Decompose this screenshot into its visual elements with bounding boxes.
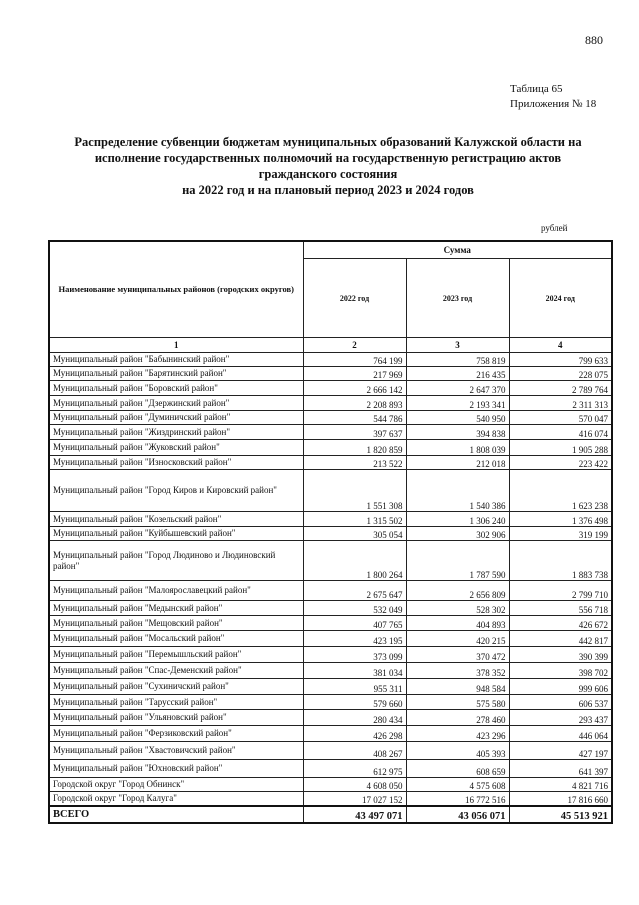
row-value-2023: 405 393	[406, 742, 509, 760]
row-value-2022: 2 666 142	[303, 381, 406, 396]
table-reference	[510, 82, 596, 112]
title-line: гражданского состояния	[258, 167, 398, 181]
table-row	[49, 381, 612, 396]
row-name: Муниципальный район "Хвастовичский район"	[49, 742, 303, 760]
table-row	[49, 411, 612, 425]
column-header-2024: 2024 год	[509, 259, 612, 338]
row-value-2024: 398 702	[509, 663, 612, 679]
table-row	[49, 760, 612, 778]
table-row	[49, 581, 612, 601]
table-label: Таблица 65	[510, 83, 563, 95]
column-number: 1	[49, 338, 303, 353]
total-value-2023: 43 056 071	[406, 806, 509, 823]
row-name: Муниципальный район "Ульяновский район"	[49, 710, 303, 726]
total-label: ВСЕГО	[49, 806, 303, 823]
row-value-2022: 397 637	[303, 425, 406, 440]
row-name: Муниципальный район "Мосальский район"	[49, 631, 303, 647]
row-value-2023: 423 296	[406, 726, 509, 742]
row-name: Муниципальный район "Бабынинский район"	[49, 353, 303, 367]
row-value-2024: 641 397	[509, 760, 612, 778]
row-value-2024: 427 197	[509, 742, 612, 760]
table-row	[49, 425, 612, 440]
row-value-2022: 373 099	[303, 647, 406, 663]
row-value-2022: 381 034	[303, 663, 406, 679]
table-row	[49, 353, 612, 367]
row-name: Городской округ "Город Обнинск"	[49, 778, 303, 792]
row-name: Муниципальный район "Износковский район"	[49, 456, 303, 470]
row-value-2023: 758 819	[406, 353, 509, 367]
row-value-2022: 2 675 647	[303, 581, 406, 601]
row-value-2022: 1 800 264	[303, 541, 406, 581]
row-value-2023: 1 540 386	[406, 470, 509, 512]
row-value-2023: 302 906	[406, 527, 509, 541]
row-name: Муниципальный район "Думиничский район"	[49, 411, 303, 425]
row-value-2023: 2 656 809	[406, 581, 509, 601]
table-body	[49, 353, 612, 823]
row-value-2024: 446 064	[509, 726, 612, 742]
row-name: Муниципальный район "Медынский район"	[49, 601, 303, 616]
units-label: рублей	[541, 223, 568, 233]
row-value-2024: 442 817	[509, 631, 612, 647]
row-value-2024: 1 905 288	[509, 440, 612, 456]
total-row	[49, 806, 612, 823]
row-value-2022: 544 786	[303, 411, 406, 425]
table-row	[49, 778, 612, 792]
row-name: Муниципальный район "Перемышльский район"	[49, 647, 303, 663]
row-value-2024: 17 816 660	[509, 792, 612, 806]
table-row	[49, 601, 612, 616]
row-value-2022: 579 660	[303, 695, 406, 710]
row-value-2022: 280 434	[303, 710, 406, 726]
row-value-2024: 4 821 716	[509, 778, 612, 792]
row-value-2024: 556 718	[509, 601, 612, 616]
row-value-2023: 370 472	[406, 647, 509, 663]
row-value-2024: 999 606	[509, 679, 612, 695]
row-name: Муниципальный район "Юхновский район"	[49, 760, 303, 778]
row-value-2023: 216 435	[406, 367, 509, 381]
row-value-2022: 2 208 893	[303, 396, 406, 411]
column-header-2022: 2022 год	[303, 259, 406, 338]
row-value-2022: 17 027 152	[303, 792, 406, 806]
table-row	[49, 367, 612, 381]
row-value-2023: 1 787 590	[406, 541, 509, 581]
table-row	[49, 527, 612, 541]
row-value-2024: 799 633	[509, 353, 612, 367]
row-value-2024: 2 311 313	[509, 396, 612, 411]
appendix-label: Приложения № 18	[510, 98, 597, 110]
row-name: Муниципальный район "Город Людиново и Людиновский район"	[49, 541, 303, 581]
row-value-2024: 570 047	[509, 411, 612, 425]
row-value-2024: 2 789 764	[509, 381, 612, 396]
row-value-2022: 1 820 859	[303, 440, 406, 456]
row-value-2024: 228 075	[509, 367, 612, 381]
row-value-2022: 955 311	[303, 679, 406, 695]
table-row	[49, 663, 612, 679]
table-row	[49, 456, 612, 470]
row-name: Муниципальный район "Спас-Деменский район"	[49, 663, 303, 679]
row-name: Муниципальный район "Жуковский район"	[49, 440, 303, 456]
row-value-2024: 223 422	[509, 456, 612, 470]
row-value-2023: 404 893	[406, 616, 509, 631]
row-value-2024: 1 623 238	[509, 470, 612, 512]
table-row	[49, 470, 612, 512]
column-header-name: Наименование муниципальных районов (городских округов)	[49, 241, 303, 338]
row-name: Муниципальный район "Тарусский район"	[49, 695, 303, 710]
row-name: Муниципальный район "Боровский район"	[49, 381, 303, 396]
column-number: 2	[303, 338, 406, 353]
title-line: исполнение государственных полномочий на государственную регистрацию актов	[94, 151, 562, 165]
row-name: Муниципальный район "Барятинский район"	[49, 367, 303, 381]
row-value-2023: 420 215	[406, 631, 509, 647]
table-row	[49, 512, 612, 527]
row-value-2023: 1 808 039	[406, 440, 509, 456]
row-value-2022: 408 267	[303, 742, 406, 760]
page-number: 880	[585, 33, 603, 47]
row-name: Муниципальный район "Жиздринский район"	[49, 425, 303, 440]
row-value-2023: 2 193 341	[406, 396, 509, 411]
row-value-2024: 1 883 738	[509, 541, 612, 581]
row-value-2024: 2 799 710	[509, 581, 612, 601]
row-value-2023: 278 460	[406, 710, 509, 726]
table-row	[49, 695, 612, 710]
row-value-2022: 532 049	[303, 601, 406, 616]
table-row	[49, 631, 612, 647]
row-value-2022: 612 975	[303, 760, 406, 778]
table-row	[49, 647, 612, 663]
table-row	[49, 616, 612, 631]
row-value-2024: 1 376 498	[509, 512, 612, 527]
row-name: Муниципальный район "Ферзиковский район"	[49, 726, 303, 742]
row-value-2023: 575 580	[406, 695, 509, 710]
row-value-2022: 1 551 308	[303, 470, 406, 512]
row-value-2022: 305 054	[303, 527, 406, 541]
row-value-2024: 319 199	[509, 527, 612, 541]
row-value-2023: 528 302	[406, 601, 509, 616]
title-line: на 2022 год и на плановый период 2023 и 2024 годов	[182, 183, 474, 197]
row-value-2022: 217 969	[303, 367, 406, 381]
row-value-2022: 213 522	[303, 456, 406, 470]
row-value-2023: 540 950	[406, 411, 509, 425]
row-value-2024: 390 399	[509, 647, 612, 663]
column-header-sum: Сумма	[303, 241, 612, 259]
row-value-2023: 2 647 370	[406, 381, 509, 396]
row-value-2023: 16 772 516	[406, 792, 509, 806]
row-value-2023: 378 352	[406, 663, 509, 679]
row-value-2024: 416 074	[509, 425, 612, 440]
row-value-2022: 4 608 050	[303, 778, 406, 792]
row-value-2023: 212 018	[406, 456, 509, 470]
row-name: Муниципальный район "Город Киров и Кировский район"	[49, 470, 303, 512]
table-row	[49, 440, 612, 456]
row-value-2024: 293 437	[509, 710, 612, 726]
row-value-2022: 1 315 502	[303, 512, 406, 527]
subvention-table	[48, 240, 613, 824]
row-value-2022: 764 199	[303, 353, 406, 367]
row-value-2023: 4 575 608	[406, 778, 509, 792]
row-name: Муниципальный район "Мещовский район"	[49, 616, 303, 631]
row-name: Муниципальный район "Козельский район"	[49, 512, 303, 527]
row-value-2024: 426 672	[509, 616, 612, 631]
row-name: Муниципальный район "Сухиничский район"	[49, 679, 303, 695]
row-value-2024: 606 537	[509, 695, 612, 710]
title-line: Распределение субвенции бюджетам муниципальных образований Калужской области на	[74, 135, 582, 149]
row-value-2022: 423 195	[303, 631, 406, 647]
column-header-2023: 2023 год	[406, 259, 509, 338]
row-name: Муниципальный район "Малоярославецкий район"	[49, 581, 303, 601]
row-value-2023: 608 659	[406, 760, 509, 778]
table-row	[49, 679, 612, 695]
table-row	[49, 710, 612, 726]
total-value-2024: 45 513 921	[509, 806, 612, 823]
row-value-2023: 1 306 240	[406, 512, 509, 527]
row-value-2022: 407 765	[303, 616, 406, 631]
document-title	[40, 134, 616, 198]
row-name: Муниципальный район "Дзержинский район"	[49, 396, 303, 411]
row-value-2023: 394 838	[406, 425, 509, 440]
row-value-2022: 426 298	[303, 726, 406, 742]
table-row	[49, 541, 612, 581]
column-number: 3	[406, 338, 509, 353]
table-row	[49, 726, 612, 742]
table-row	[49, 792, 612, 806]
table-row	[49, 742, 612, 760]
column-number: 4	[509, 338, 612, 353]
total-value-2022: 43 497 071	[303, 806, 406, 823]
table-row	[49, 396, 612, 411]
row-name: Муниципальный район "Куйбышевский район"	[49, 527, 303, 541]
row-value-2023: 948 584	[406, 679, 509, 695]
row-name: Городской округ "Город Калуга"	[49, 792, 303, 806]
